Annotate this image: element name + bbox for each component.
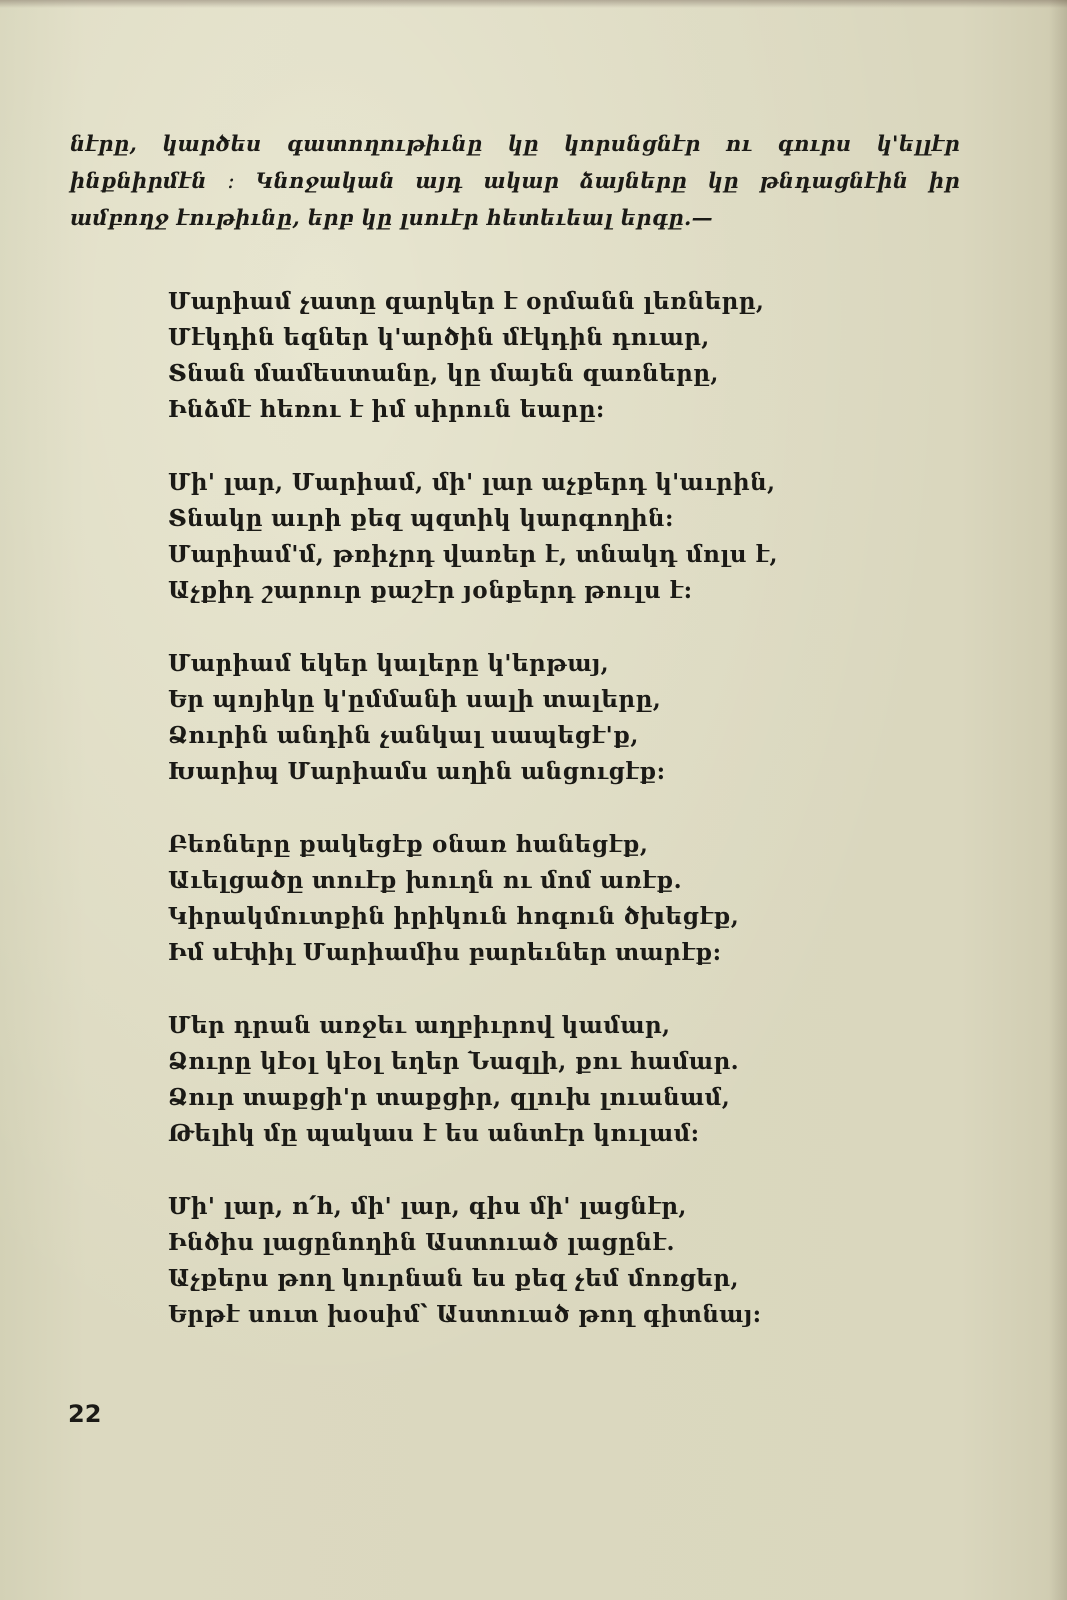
poem-line: Տնան մամեստանը, կը մայեն զառները,	[168, 360, 719, 387]
stanza-5	[168, 1008, 948, 1152]
poem-line: Մեր դրան առջեւ աղբիւրով կամար,	[168, 1012, 671, 1039]
poem-line: Մէկդին եզներ կ'արծին մէկդին դուար,	[168, 324, 710, 351]
poem-line: Աչքերս թող կուրնան ես քեզ չեմ մոռցեր,	[168, 1265, 739, 1292]
stanza-1	[168, 284, 948, 428]
poem-line: Թելիկ մը պակաս է ես անտէր կուլամ:	[168, 1120, 700, 1147]
poem	[168, 284, 948, 1370]
poem-line: Բեռները քակեցէք օնառ հանեցէք,	[168, 831, 649, 858]
stanza-4	[168, 827, 948, 971]
poem-line: Ինծիս լացընողին Աստուած լացընէ.	[168, 1229, 675, 1256]
poem-line: Մարիամ'մ, թռիչրդ վառեր է, տնակդ մոլս է,	[168, 541, 778, 568]
poem-line: Եր պոյիկը կ'ըմմանի սալի տալերը,	[168, 686, 662, 713]
poem-line: Կիրակմուտքին իրիկուն հոգուն ծխեցէք,	[168, 903, 740, 930]
poem-line: Ձուրը կէօլ կէօլ եղեր Նազլի, քու համար.	[168, 1048, 740, 1075]
stanza-6	[168, 1189, 948, 1333]
poem-line: Խարիպ Մարիամս աղին անցուցէք:	[168, 758, 666, 785]
intro-paragraph: նէրը, կարծես գատողութիւնը կը կորսնցնէր ու գուրս կ'ելլէր ինքնիրմէն ։ Կնոջական այդ ակար ձայները կը թնդացնէին իր ամբողջ էութիւնը, երբ կը լսուէր հետեւեալ երգը.—	[70, 131, 960, 230]
poem-line: Մարիամ չատը զարկեր է օրմանն լեռները,	[168, 288, 765, 315]
poem-line: Աւելցածը տուէք խուղն ու մոմ առէք.	[168, 867, 683, 894]
poem-line: Ձուրին անդին չանկալ սապեցէ'ք,	[168, 722, 639, 749]
stanza-3	[168, 646, 948, 790]
poem-line: Աչքիդ շարուր քաշէր յօնքերդ թուլս է:	[168, 577, 693, 604]
poem-line: Ձուր տաքցի'ր տաքցիր, զլուխ լուանամ,	[168, 1084, 731, 1111]
stanza-2	[168, 465, 948, 609]
page-top-edge	[0, 0, 1067, 8]
page-number: 22	[68, 1400, 102, 1428]
poem-line: Ինձմէ հեռու է իմ սիրուն եարը:	[168, 396, 605, 423]
poem-line: Իմ սէփիլ Մարիամիս բարեւներ տարէք:	[168, 939, 722, 966]
poem-line: Երթէ սուտ խօսիմ՝ Աստուած թող գիտնայ:	[168, 1301, 762, 1328]
poem-line: Մի' լար, ո՛հ, մի' լար, գիս մի' լացնէր,	[168, 1193, 687, 1220]
poem-line: Մարիամ եկեր կալերը կ'երթայ,	[168, 650, 610, 677]
page-right-edge	[1049, 0, 1067, 1600]
poem-line: Տնակը աւրի քեզ պզտիկ կարգողին:	[168, 505, 674, 532]
poem-line: Մի' լար, Մարիամ, մի' լար աչքերդ կ'աւրին,	[168, 469, 776, 496]
